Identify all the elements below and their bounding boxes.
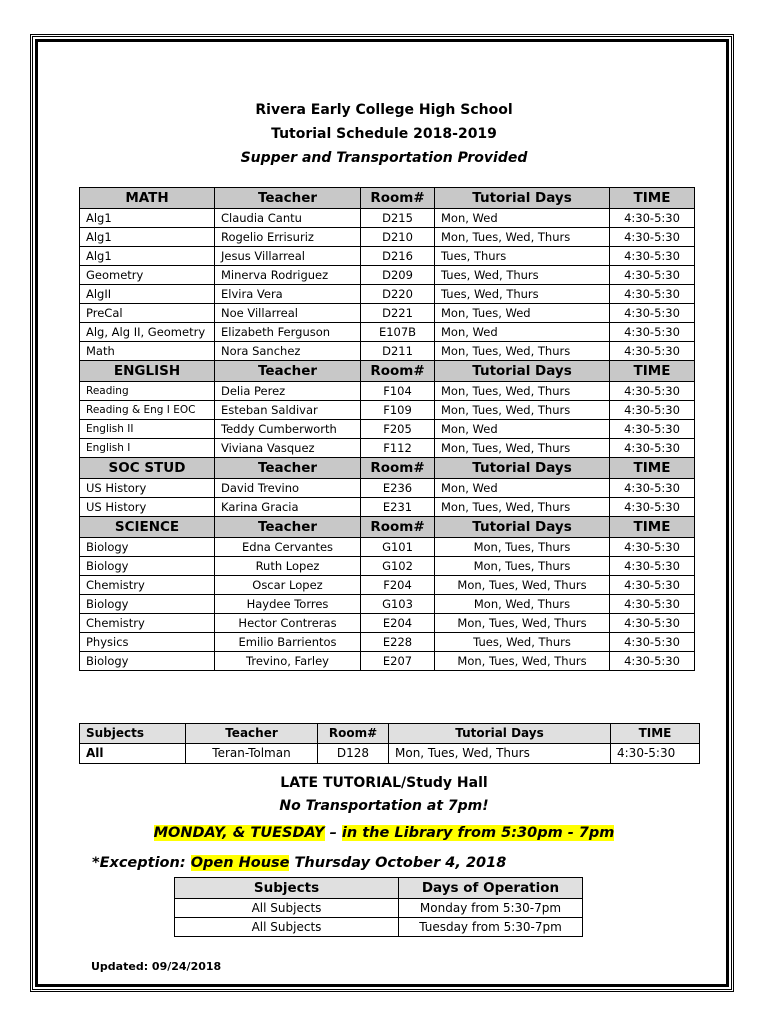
all-subjects-header-row [80,724,700,744]
cell-room: G103 [361,595,435,614]
cell-subject: Alg, Alg II, Geometry [80,323,215,342]
cell-room: E107B [361,323,435,342]
column-header: Teacher [215,361,361,382]
column-header: Tutorial Days [435,517,610,538]
cell-days: Mon, Wed [435,479,610,498]
cell-room: E228 [361,633,435,652]
cell-subject: Alg1 [80,228,215,247]
table-row [80,285,695,304]
cell-teacher: Delia Perez [215,382,361,401]
cell-subject: Biology [80,538,215,557]
cell-room: G101 [361,538,435,557]
cell-days: Tues, Wed, Thurs [435,266,610,285]
table-row [80,557,695,576]
cell-teacher: Claudia Cantu [215,209,361,228]
cell-room: F205 [361,420,435,439]
col-subjects: Subjects [80,724,186,744]
cell-room: D210 [361,228,435,247]
table-row [80,479,695,498]
section-header-english [80,361,695,382]
cell-days: Mon, Tues, Wed, Thurs [435,382,610,401]
cell-time: 4:30-5:30 [610,614,695,633]
cell-teacher: Emilio Barrientos [215,633,361,652]
exception-date: Thursday October 4, 2018 [289,855,507,871]
cell-days: Mon, Tues, Thurs [435,538,610,557]
column-header: Tutorial Days [435,361,610,382]
cell-teacher: Teran-Tolman [186,744,318,764]
cell-time: 4:30-5:30 [610,576,695,595]
cell-teacher: Trevino, Farley [215,652,361,671]
cell-teacher: Edna Cervantes [215,538,361,557]
column-header: Room# [361,188,435,209]
cell-room: E236 [361,479,435,498]
cell-teacher: Esteban Saldivar [215,401,361,420]
cell-time: 4:30-5:30 [610,420,695,439]
cell-days: Mon, Wed, Thurs [435,595,610,614]
cell-room: F204 [361,576,435,595]
column-header: TIME [610,188,695,209]
cell-time: 4:30-5:30 [610,266,695,285]
cell-days: Mon, Tues, Wed, Thurs [435,228,610,247]
cell-days: Mon, Tues, Wed, Thurs [435,439,610,458]
cell-days: Mon, Tues, Wed, Thurs [435,342,610,361]
cell-time: 4:30-5:30 [610,209,695,228]
section-subject: SOC STUD [80,458,215,479]
col-teacher: Teacher [186,724,318,744]
cell-room: F109 [361,401,435,420]
table-row [80,401,695,420]
late-tutorial-note: No Transportation at 7pm! [279,798,489,814]
table-row [80,382,695,401]
cell-teacher: Ruth Lopez [215,557,361,576]
cell-room: G102 [361,557,435,576]
table-row [80,498,695,517]
column-header: Teacher [215,458,361,479]
cell-subjects: All Subjects [175,918,399,937]
cell-time: 4:30-5:30 [610,652,695,671]
cell-time: 4:30-5:30 [610,285,695,304]
column-header: Room# [361,458,435,479]
section-header-math [80,188,695,209]
cell-days: Monday from 5:30-7pm [399,899,583,918]
cell-time: 4:30-5:30 [610,439,695,458]
cell-subject: Reading [80,382,215,401]
table-row [80,266,695,285]
cell-time: 4:30-5:30 [610,401,695,420]
section-header-science [80,517,695,538]
cell-teacher: David Trevino [215,479,361,498]
exception-prefix: *Exception: [92,855,191,871]
cell-teacher: Minerva Rodriguez [215,266,361,285]
study-hall-header-row [175,878,583,899]
schedule-note: Supper and Transportation Provided [240,150,528,166]
cell-room: E207 [361,652,435,671]
cell-subject: US History [80,498,215,517]
study-hall-row [175,899,583,918]
cell-room: D211 [361,342,435,361]
cell-subject: PreCal [80,304,215,323]
column-header: Teacher [215,517,361,538]
column-header: TIME [610,517,695,538]
late-tutorial-dash: – [324,825,342,841]
cell-room: D215 [361,209,435,228]
cell-days: Mon, Tues, Wed [435,304,610,323]
table-row [80,342,695,361]
tutorial-schedule-table [79,187,695,671]
column-header: Tutorial Days [435,458,610,479]
cell-subject: Biology [80,557,215,576]
study-hall-row [175,918,583,937]
cell-teacher: Elizabeth Ferguson [215,323,361,342]
col-days-of-operation: Days of Operation [399,878,583,899]
cell-teacher: Noe Villarreal [215,304,361,323]
cell-subject: Geometry [80,266,215,285]
table-row [80,439,695,458]
cell-subject: Reading & Eng I EOC [80,401,215,420]
late-tutorial-schedule [0,822,768,844]
cell-days: Tues, Wed, Thurs [435,285,610,304]
cell-room: E204 [361,614,435,633]
table-row [80,323,695,342]
late-tutorial-location: in the Library from 5:30pm - 7pm [341,825,615,841]
updated-date: Updated: 09/24/2018 [91,960,222,973]
cell-days: Tues, Thurs [435,247,610,266]
cell-teacher: Oscar Lopez [215,576,361,595]
cell-time: 4:30-5:30 [610,228,695,247]
column-header: Tutorial Days [435,188,610,209]
late-tutorial-days: MONDAY, & TUESDAY [153,825,325,841]
cell-subject: English II [80,420,215,439]
table-row [80,304,695,323]
cell-room: D128 [318,744,389,764]
cell-room: D216 [361,247,435,266]
cell-room: D221 [361,304,435,323]
col-tutorial-days: Tutorial Days [389,724,611,744]
cell-teacher: Elvira Vera [215,285,361,304]
cell-time: 4:30-5:30 [610,247,695,266]
cell-days: Mon, Tues, Wed, Thurs [435,614,610,633]
schedule-title: Tutorial Schedule 2018-2019 [271,126,497,142]
cell-time: 4:30-5:30 [610,479,695,498]
col-time: TIME [611,724,700,744]
cell-days: Tues, Wed, Thurs [435,633,610,652]
cell-days: Mon, Wed [435,420,610,439]
table-row [80,576,695,595]
cell-days: Mon, Tues, Thurs [435,557,610,576]
cell-days: Mon, Tues, Wed, Thurs [435,652,610,671]
cell-days: Mon, Tues, Wed, Thurs [435,401,610,420]
cell-room: D220 [361,285,435,304]
section-header-soc-stud [80,458,695,479]
cell-teacher: Viviana Vasquez [215,439,361,458]
cell-subject: Biology [80,595,215,614]
cell-time: 4:30-5:30 [610,538,695,557]
cell-room: F104 [361,382,435,401]
cell-teacher: Haydee Torres [215,595,361,614]
cell-time: 4:30-5:30 [610,498,695,517]
cell-subject: All [80,744,186,764]
cell-teacher: Nora Sanchez [215,342,361,361]
cell-time: 4:30-5:30 [610,633,695,652]
cell-time: 4:30-5:30 [610,304,695,323]
all-subjects-table [79,723,700,764]
column-header: Room# [361,517,435,538]
cell-days: Mon, Tues, Wed, Thurs [435,576,610,595]
cell-room: E231 [361,498,435,517]
cell-subject: Biology [80,652,215,671]
cell-subject: Physics [80,633,215,652]
cell-teacher: Teddy Cumberworth [215,420,361,439]
cell-teacher: Hector Contreras [215,614,361,633]
school-name: Rivera Early College High School [255,102,513,118]
cell-time: 4:30-5:30 [611,744,700,764]
cell-days: Mon, Wed [435,323,610,342]
cell-room: F112 [361,439,435,458]
table-row [80,420,695,439]
late-tutorial-title: LATE TUTORIAL/Study Hall [280,775,488,791]
cell-subject: Chemistry [80,576,215,595]
table-row [80,247,695,266]
all-subjects-row [80,744,700,764]
study-hall-table [174,877,583,937]
cell-room: D209 [361,266,435,285]
cell-time: 4:30-5:30 [610,342,695,361]
section-subject: ENGLISH [80,361,215,382]
cell-days: Mon, Tues, Wed, Thurs [435,498,610,517]
cell-teacher: Rogelio Errisuriz [215,228,361,247]
table-row [80,614,695,633]
cell-teacher: Jesus Villarreal [215,247,361,266]
cell-time: 4:30-5:30 [610,595,695,614]
cell-subject: AlgII [80,285,215,304]
cell-days: Mon, Tues, Wed, Thurs [389,744,611,764]
col-room: Room# [318,724,389,744]
table-row [80,228,695,247]
col-subjects: Subjects [175,878,399,899]
cell-subjects: All Subjects [175,899,399,918]
column-header: TIME [610,361,695,382]
exception-note [92,852,506,874]
table-row [80,633,695,652]
cell-teacher: Karina Gracia [215,498,361,517]
cell-subject: Alg1 [80,209,215,228]
cell-subject: US History [80,479,215,498]
table-row [80,209,695,228]
column-header: Room# [361,361,435,382]
cell-subject: English I [80,439,215,458]
cell-time: 4:30-5:30 [610,382,695,401]
section-subject: SCIENCE [80,517,215,538]
column-header: Teacher [215,188,361,209]
cell-time: 4:30-5:30 [610,323,695,342]
table-row [80,595,695,614]
cell-time: 4:30-5:30 [610,557,695,576]
table-row [80,538,695,557]
section-subject: MATH [80,188,215,209]
cell-subject: Chemistry [80,614,215,633]
exception-event: Open House [190,855,290,871]
table-row [80,652,695,671]
column-header: TIME [610,458,695,479]
cell-subject: Math [80,342,215,361]
cell-subject: Alg1 [80,247,215,266]
cell-days: Tuesday from 5:30-7pm [399,918,583,937]
cell-days: Mon, Wed [435,209,610,228]
